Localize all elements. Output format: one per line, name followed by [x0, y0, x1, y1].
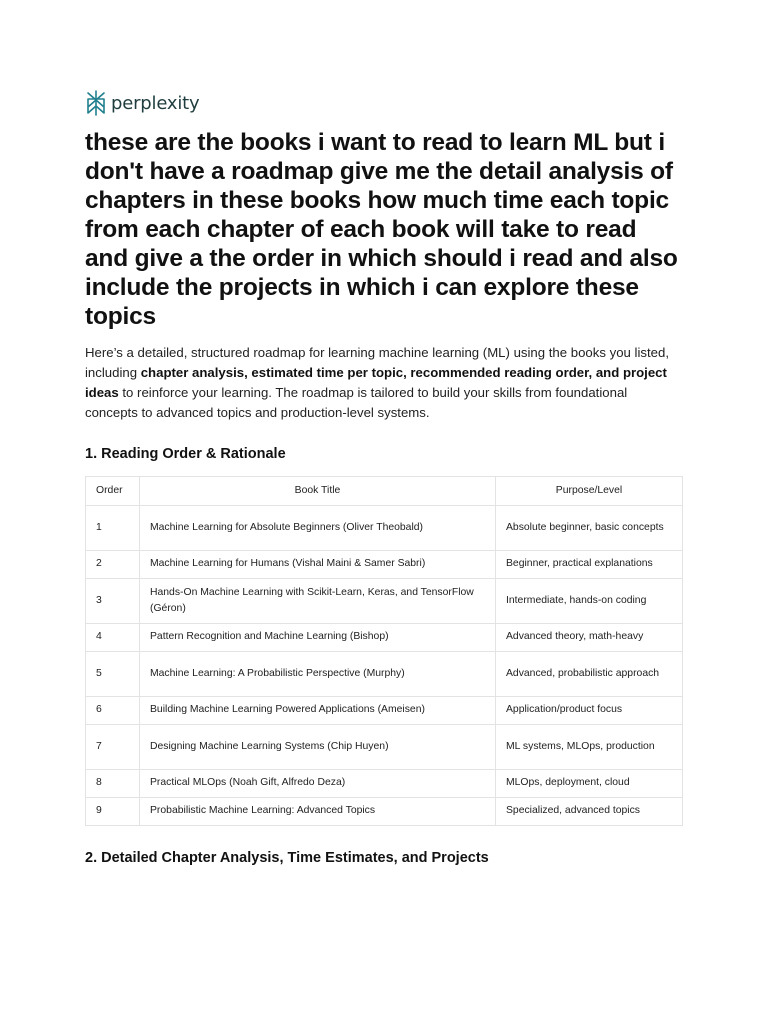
cell-purpose: Absolute beginner, basic concepts [496, 506, 683, 551]
cell-order: 2 [86, 551, 140, 579]
cell-title: Hands-On Machine Learning with Scikit-Learn, Keras, and TensorFlow (Géron) [140, 579, 496, 624]
cell-purpose: Application/product focus [496, 697, 683, 725]
table-row [86, 506, 683, 551]
section-heading-reading-order: 1. Reading Order & Rationale [85, 446, 286, 462]
cell-title: Machine Learning: A Probabilistic Perspective (Murphy) [140, 652, 496, 697]
cell-title: Machine Learning for Humans (Vishal Maini & Samer Sabri) [140, 551, 496, 579]
cell-purpose: Intermediate, hands-on coding [496, 579, 683, 624]
header-purpose: Purpose/Level [496, 477, 683, 506]
cell-order: 3 [86, 579, 140, 624]
cell-title: Machine Learning for Absolute Beginners (Oliver Theobald) [140, 506, 496, 551]
intro-paragraph [85, 343, 683, 423]
cell-order: 4 [86, 624, 140, 652]
cell-purpose: MLOps, deployment, cloud [496, 770, 683, 798]
question-title: these are the books i want to read to learn ML but i don't have a roadmap give me the detail analysis of chapters in these books how much time each topic from each chapter of each book will take to read and give a the order in which should i read and also include the projects in which i can explore these topics [85, 129, 678, 330]
table-row [86, 652, 683, 697]
cell-order: 5 [86, 652, 140, 697]
cell-purpose: Specialized, advanced topics [496, 798, 683, 826]
cell-title: Pattern Recognition and Machine Learning (Bishop) [140, 624, 496, 652]
table-row [86, 697, 683, 725]
table-row [86, 551, 683, 579]
table-row [86, 770, 683, 798]
cell-title: Practical MLOps (Noah Gift, Alfredo Deza) [140, 770, 496, 798]
table-row [86, 579, 683, 624]
cell-purpose: Advanced, probabilistic approach [496, 652, 683, 697]
cell-order: 8 [86, 770, 140, 798]
cell-order: 7 [86, 725, 140, 770]
table-header-row [86, 477, 683, 506]
table-row [86, 624, 683, 652]
intro-text-2: to reinforce your learning. The roadmap is tailored to build your skills from foundational concepts to advanced topics and production-level systems. [85, 385, 628, 420]
cell-purpose: Advanced theory, math-heavy [496, 624, 683, 652]
brand-name: perplexity [111, 92, 200, 114]
cell-order: 9 [86, 798, 140, 826]
intro-text-1: Here’s a detailed, structured roadmap for learning machine learning (ML) using the books you listed, including [85, 345, 669, 380]
cell-title: Building Machine Learning Powered Applications (Ameisen) [140, 697, 496, 725]
perplexity-logo-icon [85, 90, 107, 116]
cell-order: 6 [86, 697, 140, 725]
cell-title: Designing Machine Learning Systems (Chip Huyen) [140, 725, 496, 770]
table-row [86, 798, 683, 826]
section-heading-chapter-analysis: 2. Detailed Chapter Analysis, Time Estimates, and Projects [85, 850, 489, 866]
intro-bold: chapter analysis, estimated time per topic, recommended reading order, and project ideas [85, 365, 667, 400]
cell-purpose: Beginner, practical explanations [496, 551, 683, 579]
header-book-title: Book Title [140, 477, 496, 506]
brand-header [85, 90, 199, 116]
cell-purpose: ML systems, MLOps, production [496, 725, 683, 770]
header-order: Order [86, 477, 140, 506]
reading-order-table [85, 476, 683, 826]
table-row [86, 725, 683, 770]
cell-order: 1 [86, 506, 140, 551]
cell-title: Probabilistic Machine Learning: Advanced Topics [140, 798, 496, 826]
